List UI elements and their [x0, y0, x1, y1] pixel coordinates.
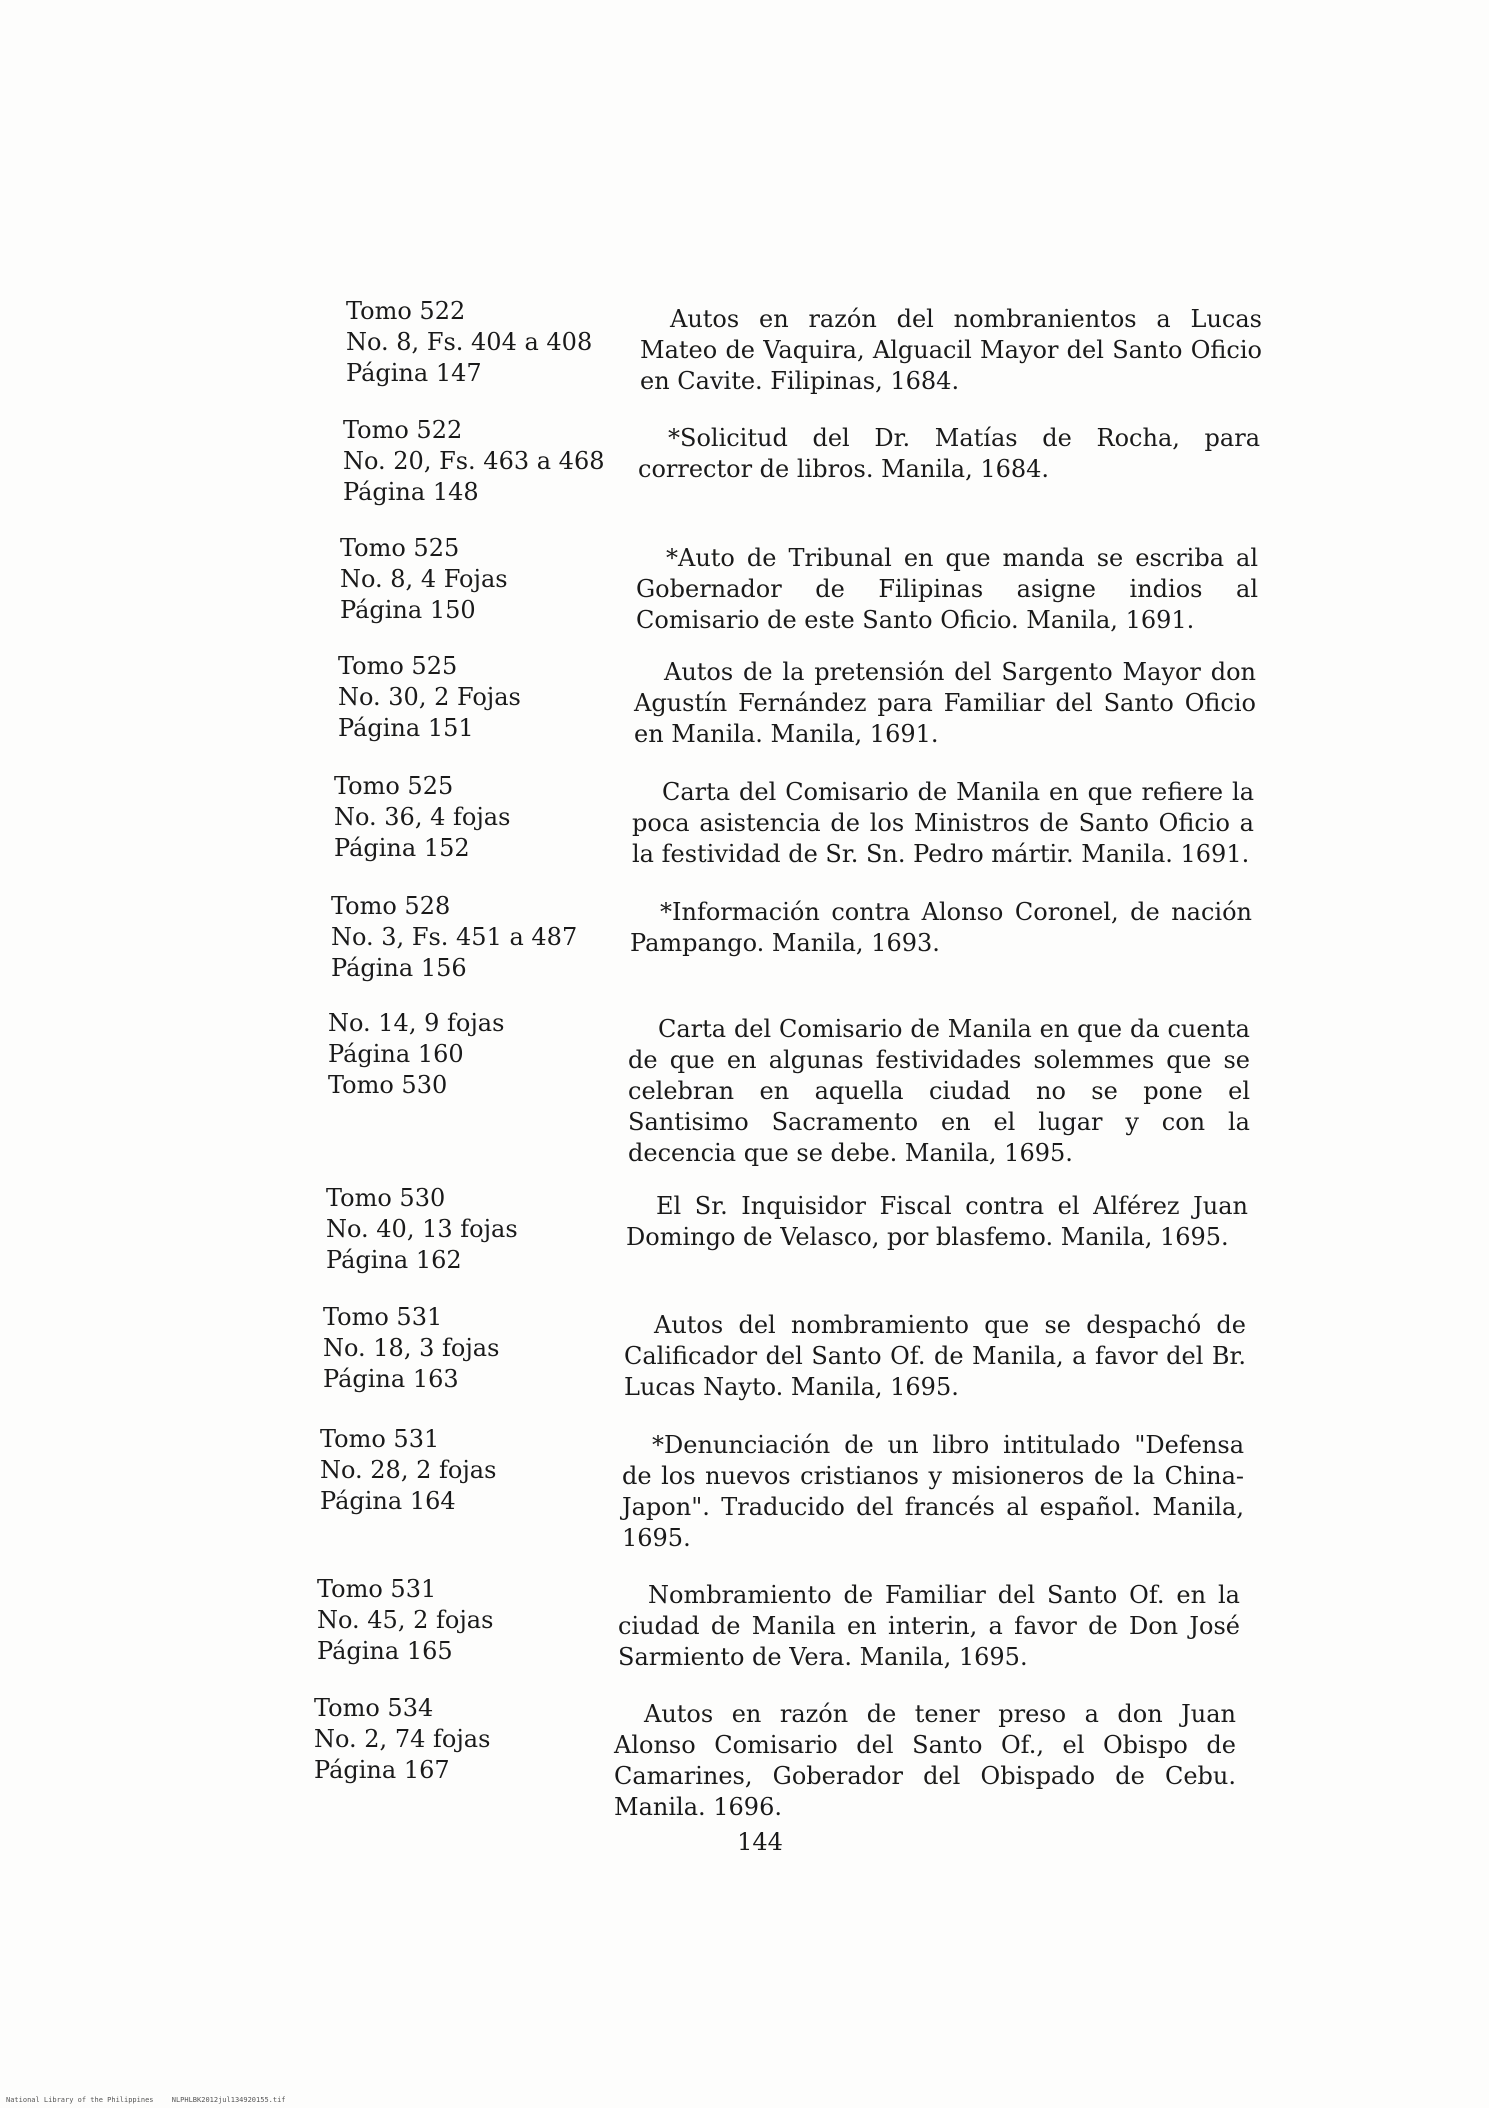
library-credit: National Library of the Philippines	[6, 2096, 154, 2104]
reference-tomo: Tomo 525	[334, 772, 454, 800]
entry-reference	[320, 1424, 620, 1517]
entry-description: Autos del nombramiento que se despachó de Calificador del Santo Of. de Manila, a favor del Br. Lucas Nayto. Manila, 1695.	[624, 1311, 1246, 1401]
entry-reference	[338, 651, 638, 744]
entry-reference	[343, 415, 643, 508]
entry-description: Autos de la pretensión del Sargento Mayor don Agustín Fernández para Familiar del Santo Oficio en Manila. Manila, 1691.	[634, 658, 1256, 748]
reference-number: No. 3, Fs. 451 a 487	[331, 923, 578, 951]
reference-tomo: Tomo 531	[320, 1425, 440, 1453]
page-number: 144	[737, 1828, 783, 1856]
reference-page: Página 160	[328, 1040, 464, 1068]
reference-number: No. 30, 2 Fojas	[338, 683, 521, 711]
reference-page: Página 167	[314, 1756, 450, 1784]
entry-description: *Información contra Alonso Coronel, de nación Pampango. Manila, 1693.	[630, 898, 1252, 957]
reference-page: Página 152	[334, 834, 470, 862]
reference-number: No. 36, 4 fojas	[334, 803, 511, 831]
scan-footer	[6, 2096, 300, 2104]
reference-page: Página 150	[340, 596, 476, 624]
reference-page: Página 162	[326, 1246, 462, 1274]
reference-tomo: Tomo 525	[338, 652, 458, 680]
entry-description: Carta del Comisario de Manila en que refiere la poca asistencia de los Ministros de Santo Oficio a la festividad de Sr. Sn. Pedro mártir. Manila. 1691.	[632, 778, 1254, 868]
entry-reference	[317, 1574, 617, 1667]
reference-page: Página 148	[343, 478, 479, 506]
reference-tomo: Tomo 522	[346, 297, 466, 325]
reference-page: Página 164	[320, 1487, 456, 1515]
reference-number: No. 2, 74 fojas	[314, 1725, 491, 1753]
reference-number: No. 8, Fs. 404 a 408	[346, 328, 593, 356]
entry-reference	[328, 1008, 628, 1101]
reference-tomo: Tomo 530	[328, 1071, 448, 1099]
reference-number: No. 20, Fs. 463 a 468	[343, 447, 605, 475]
entry-description: Nombramiento de Familiar del Santo Of. en la ciudad de Manila en interin, a favor de Don José Sarmiento de Vera. Manila, 1695.	[618, 1581, 1240, 1671]
entry-description: Carta del Comisario de Manila en que da cuenta de que en algunas festividades solemmes que se celebran en aquella ciudad no se pone el Santisimo Sacramento en el lugar y con la decencia que se debe. Manila, 1695.	[628, 1015, 1250, 1167]
reference-number: No. 45, 2 fojas	[317, 1606, 494, 1634]
reference-page: Página 147	[346, 359, 482, 387]
entry-description: El Sr. Inquisidor Fiscal contra el Alférez Juan Domingo de Velasco, por blasfemo. Manila, 1695.	[626, 1192, 1248, 1251]
reference-number: No. 8, 4 Fojas	[340, 565, 508, 593]
entry-description: *Solicitud del Dr. Matías de Rocha, para corrector de libros. Manila, 1684.	[638, 424, 1260, 483]
reference-tomo: Tomo 534	[314, 1694, 434, 1722]
reference-number: No. 40, 13 fojas	[326, 1215, 518, 1243]
reference-page: Página 151	[338, 714, 474, 742]
reference-tomo: Tomo 528	[331, 892, 451, 920]
reference-tomo: Tomo 531	[323, 1303, 443, 1331]
entry-description: *Denunciación de un libro intitulado "Defensa de los nuevos cristianos y misioneros de la China-Japon". Traducido del francés al español. Manila, 1695.	[622, 1431, 1244, 1552]
reference-number: No. 14, 9 fojas	[328, 1009, 505, 1037]
entry-description: Autos en razón del nombranientos a Lucas Mateo de Vaquira, Alguacil Mayor del Santo Oficio en Cavite. Filipinas, 1684.	[640, 305, 1262, 395]
reference-page: Página 163	[323, 1365, 459, 1393]
file-name: NLPHLBK2012jul134920155.tif	[171, 2096, 286, 2104]
reference-page: Página 165	[317, 1637, 453, 1665]
entry-description: *Auto de Tribunal en que manda se escriba al Gobernador de Filipinas asigne indios al Comisario de este Santo Oficio. Manila, 1691.	[636, 544, 1258, 634]
reference-number: No. 18, 3 fojas	[323, 1334, 500, 1362]
reference-tomo: Tomo 522	[343, 416, 463, 444]
entry-reference	[331, 891, 631, 984]
reference-tomo: Tomo 525	[340, 534, 460, 562]
reference-tomo: Tomo 531	[317, 1575, 437, 1603]
entry-reference	[340, 533, 640, 626]
entry-reference	[346, 296, 646, 389]
entry-reference	[334, 771, 634, 864]
entry-description: Autos en razón de tener preso a don Juan Alonso Comisario del Santo Of., el Obispo de Camarines, Goberador del Obispado de Cebu. Manila. 1696.	[614, 1700, 1236, 1821]
reference-tomo: Tomo 530	[326, 1184, 446, 1212]
reference-number: No. 28, 2 fojas	[320, 1456, 497, 1484]
reference-page: Página 156	[331, 954, 467, 982]
entry-reference	[326, 1183, 626, 1276]
entry-reference	[323, 1302, 623, 1395]
entry-reference	[314, 1693, 614, 1786]
